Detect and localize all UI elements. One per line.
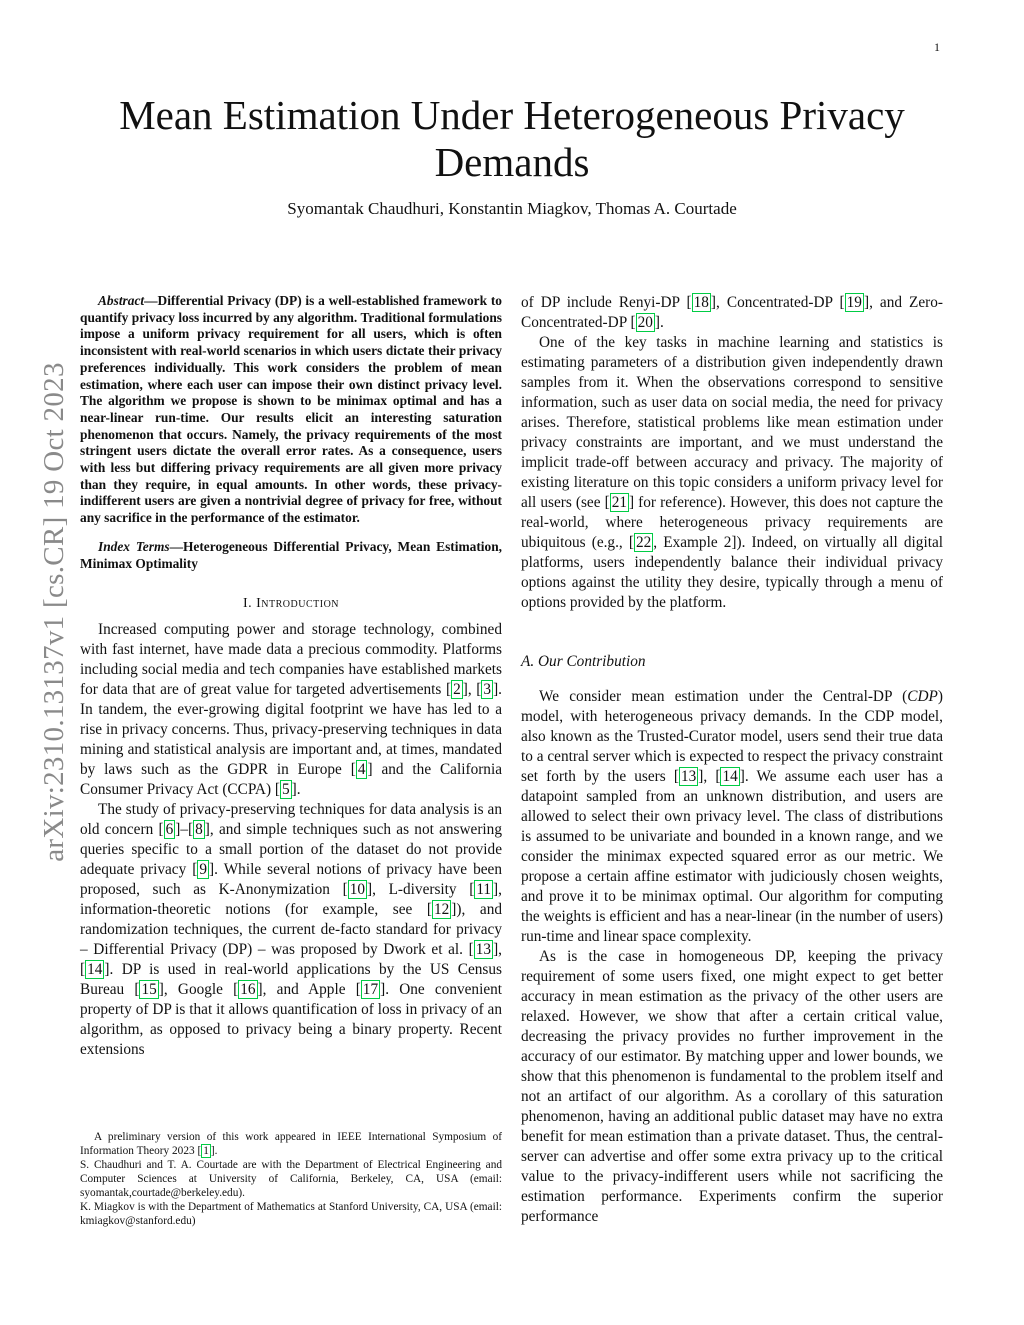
text-run-italic: CDP [907, 688, 938, 705]
text-run: – [180, 821, 188, 839]
text-run: ), and randomization techniques, the current de-facto standard for privacy – Differential Privacy (DP) – was proposed by Dwork et al. [80, 901, 502, 959]
text-run: , and Zero-Concentrated-DP [521, 294, 944, 331]
citation-link[interactable]: 12 [434, 901, 450, 919]
intro-paragraph-3: One of the key tasks in machine learning and statistics is estimating parameters of a distribution given independently drawn samples from it. When the observations correspond to sensitive information, such as user data on social media, the need for privacy arises. Therefore, statistical problems like mean estimation under privacy constraints are important, and we must understand the implicit trade-off between accuracy and privacy. The majority of existing literature on this topic considers a uniform privacy level for all users (see [ 21 ] for reference). However, this does not capture the real-world, where heterogeneous privacy requirements are ubiquitous (e.g., [ 22 , Example 2]). Indeed, on virtually all digital platforms, users independently balance their individual privacy options against the utility they desire, typically through a menu of options provided by the platform. [521, 334, 944, 611]
page-number: 1 [934, 40, 940, 54]
citation-link[interactable]: 21 [611, 494, 627, 511]
text-run: Increased computing power and storage technology, combined with fast internet, have made data a precious commodity. Platforms including social media and tech companies have established markets for data that are of great value for targeted advertisements [80, 621, 502, 699]
text-run: We consider mean estimation under the Central-DP ( [539, 688, 908, 705]
intro-paragraph-1: Increased computing power and storage technology, combined with fast internet, have made data a precious commodity. Platforms including social media and tech companies have established markets for data that are of great value for targeted advertisements [ 2 ], [ 3 ]. In tandem, the ever-growing digital footprint we have has led to a rise in privacy concerns. Thus, privacy-preserving techniques in data mining and statistical analysis are important and, at times, mandated by laws such as the GDPR in Europe [ 4 ] and the California Consumer Privacy Act (CCPA) [ 5 ]. [80, 621, 502, 799]
title-line-1: Mean Estimation Under Heterogeneous Privacy [119, 92, 905, 138]
text-run: The study of privacy-preserving techniques for data analysis is an old concern [80, 801, 502, 839]
citation-link[interactable]: 13 [680, 768, 697, 785]
citation-link[interactable]: 4 [357, 761, 366, 779]
citation-link[interactable]: 14 [722, 768, 738, 785]
footnote-preliminary-version: A preliminary version of this work appeared in IEEE International Symposium of Information Theory 2023 [ 1 ]. [80, 1131, 502, 1157]
citation-link[interactable]: 13 [475, 941, 492, 959]
footnotes [80, 1130, 502, 1228]
text-run: ) model, with heterogeneous privacy demands. In the CDP model, also known as the Trusted-Curator model, users send their true data to a central server which is expected to respect the privacy constraint set forth by the users [521, 688, 943, 785]
citation-link[interactable]: 8 [195, 821, 203, 839]
citation-link[interactable]: 2 [453, 681, 461, 699]
citation-link[interactable]: 3 [483, 681, 492, 699]
contribution-paragraph-1: We consider mean estimation under the Central-DP (CDP) model, with heterogeneous privacy demands. In the CDP model, also known as the Trusted-Curator model, users send their true data to a central server which is expected to respect the privacy constraint set forth by the users [ 13 ], [ 14 ]. We assume each user has a datapoint sampled from an unknown distribution, and users are allowed to select their own privacy level. The class of distributions is assumed to be univariate and bounded in a known range, and we consider the minimax expected squared error as our metric. We propose a certain affine estimator with judiciously chosen weights, and prove it to be minimax optimal. Our algorithm for computing the weights is efficient and has a near-linear (in the number of users) run-time and linear space complexity. [521, 688, 943, 945]
text-run: , information-theoretic notions (for example, see [80, 881, 502, 919]
citation-link[interactable]: 20 [637, 314, 653, 331]
citation-link[interactable]: 22 [635, 534, 652, 551]
index-terms-lead: Index Terms [98, 538, 170, 554]
contribution-paragraph-2: As is the case in homogeneous DP, keeping the privacy requirement of some users fixed, one might expect to get better accuracy in mean estimation as the privacy of the other users are relaxed. However, we show that after a certain critical value, decreasing the privacy provides no further improvement in the accuracy of our estimator. By matching upper and lower bounds, we show that this phenomenon is fundamental to the problem itself and not an artifact of our algorithm. As a corollary of this saturation phenomenon, having an additional public dataset may have no extra benefit for mean estimation than a private dataset. Thus, the central-server can advertise and offer some extra privacy up to the critical value to the privacy-indifferent users while not sacrificing the estimation performance. Experiments confirm the superior performance [521, 948, 943, 1225]
text-run: , [703, 768, 716, 785]
continued-paragraph: of DP include Renyi-DP [ 18 ], Concentrated-DP [ 19 ], and Zero-Concentrated-DP [ 20 ]. [521, 294, 944, 331]
citation-link[interactable]: 17 [362, 981, 379, 999]
index-terms-text: —Heterogeneous Differential Privacy, Mean Estimation, Minimax Optimality [80, 538, 502, 571]
citation-link[interactable]: 9 [199, 861, 208, 879]
citation-link[interactable]: 18 [693, 294, 709, 311]
author-list: Syomantak Chaudhuri, Konstantin Miagkov, Thomas A. Courtade [287, 199, 737, 218]
section-heading-introduction [80, 596, 502, 612]
footnote-affiliation-stanford: K. Miagkov is with the Department of Mathematics at Stanford University, CA, USA (email: kmiagkov@stanford.edu) [80, 1201, 502, 1227]
text-run: . While several notions of privacy have been proposed, such as K-Anonymization [80, 861, 502, 899]
citation-link[interactable]: 5 [282, 781, 290, 799]
title-line-2: Demands [434, 139, 590, 185]
citation-link[interactable]: 16 [240, 981, 256, 999]
index-terms [80, 539, 502, 572]
paper-title [90, 92, 934, 186]
text-run: . One convenient property of DP is that it allows quantification of loss in privacy of an algorithm, as opposed to privacy being a binary property. Recent extensions [80, 981, 503, 1059]
text-run: , L-diversity [372, 881, 470, 899]
text-run: and the California Consumer Privacy Act (CCPA) [80, 761, 502, 799]
text-run: . [296, 781, 301, 799]
section-number: I. [242, 596, 253, 612]
section-title: Introduction [256, 596, 340, 612]
left-column [80, 293, 502, 1060]
citation-link[interactable]: 14 [87, 961, 103, 979]
footnote-affiliation-berkeley: S. Chaudhuri and T. A. Courtade are with the Department of Electrical Engineering and Computer Sciences at University of California, Berkeley, CA, USA (email: syomantak,courtade@berkeley.edu). [80, 1159, 502, 1199]
text-run: . DP is used in real-world applications by the US Census Bureau [80, 961, 502, 999]
text-run: . [659, 314, 664, 331]
arxiv-stamp: arXiv:2310.13137v1 [cs.CR] 19 Oct 2023 [38, 362, 70, 862]
text-run: , and simple techniques such as not answering queries specific to a small portion of the dataset do not provide adequate privacy [80, 821, 502, 879]
text-run: , Example 2]). Indeed, on virtually all digital platforms, users independently balance their individual privacy options against the utility they desire, typically through a menu of options provided by the platform. [521, 534, 943, 611]
intro-paragraph-2: The study of privacy-preserving techniques for data analysis is an old concern [ 6 ]–[ 8 ], and simple techniques such as not answering queries specific to a small portion of the dataset do not provide adequate privacy [ 9 ]. While several notions of privacy have been proposed, such as K-Anonymization [ 10 ], L-diversity [ 11 ], information-theoretic notions (for example, see [ 12 ]), and randomization techniques, the current de-facto standard for privacy – Differential Privacy (DP) – was proposed by Dwork et al. [ 13 ], [ 14 ]. DP is used in real-world applications by the US Census Bureau [ 15 ], Google [ 16 ], and Apple [ 17 ]. One convenient property of DP is that it allows quantification of loss in privacy of an algorithm, as opposed to privacy being a binary property. Recent extensions [80, 801, 503, 1059]
text-run: . We assume each user has a datapoint sampled from an unknown distribution, and users are allowed to select their own privacy level. The class of distributions is assumed to be univariate and bounded in a known range, and we consider the minimax expected squared error as our metric. We propose a certain affine estimator with judiciously chosen weights, and prove it to be minimax optimal. Our algorithm for computing the weights is efficient and has a near-linear (in the number of users) run-time and linear space complexity. [521, 768, 943, 945]
citation-link[interactable]: 11 [476, 881, 492, 899]
abstract [80, 293, 502, 527]
text-run: . In tandem, the ever-growing digital footprint we have has led to a rise in privacy concerns. Thus, privacy-preserving techniques in data mining and statistical analysis are important and, at times, mandated by laws such as the GDPR in Europe [80, 681, 502, 779]
citation-link[interactable]: 6 [165, 821, 174, 839]
text-run: , [498, 941, 502, 959]
citation-link[interactable]: 19 [846, 294, 862, 311]
text-run: , and Apple [262, 981, 356, 999]
citation-link[interactable]: 1 [203, 1145, 209, 1157]
text-run: for reference). However, this does not capture the real-world, where heterogeneous privacy requirements are ubiquitous (e.g., [521, 494, 944, 551]
text-run: , Google [163, 981, 234, 999]
text-run: , [467, 681, 477, 699]
text-run: . [214, 1145, 218, 1157]
citation-link[interactable]: 15 [141, 981, 157, 999]
text-run: of DP include Renyi-DP [521, 294, 687, 311]
text-run: One of the key tasks in machine learning and statistics is estimating parameters of a distribution given independently drawn samples from it. When the observations correspond to sensitive information, such as user data on social media, the need for privacy arises. Therefore, statistical problems like mean estimation under privacy constraints are important, and we must understand the implicit trade-off between accuracy and privacy. The majority of existing literature on this topic considers a uniform privacy level for all users (see [521, 334, 943, 511]
abstract-lead: Abstract [98, 293, 145, 308]
text-run: , Concentrated-DP [716, 294, 840, 311]
abstract-text: —Differential Privacy (DP) is a well-established framework to quantify privacy loss incurred by any algorithm. Traditional formulations impose a uniform privacy requirement for all users, which is often inconsistent with real-world scenarios in which users dictate their privacy preferences individually. This work considers the problem of mean estimation, where each user can impose their own distinct privacy level. The algorithm we propose is shown to be minimax optimal and has a near-linear run-time. Our results elicit an interesting saturation phenomenon that occurs. Namely, the privacy requirements of the most stringent users dictate the overall error rates. As a consequence, users with less but differing privacy requirements are all given more privacy than they require, in equal amounts. In other words, these privacy-indifferent users are given a nontrivial degree of privacy for free, without any sacrifice in the performance of the estimator. [80, 293, 502, 526]
right-column [521, 293, 943, 1227]
subsection-heading-our-contribution: A. Our Contribution [521, 653, 646, 670]
text-run: A preliminary version of this work appeared in IEEE International Symposium of Information Theory 2023 [80, 1131, 502, 1157]
citation-link[interactable]: 10 [349, 881, 365, 899]
